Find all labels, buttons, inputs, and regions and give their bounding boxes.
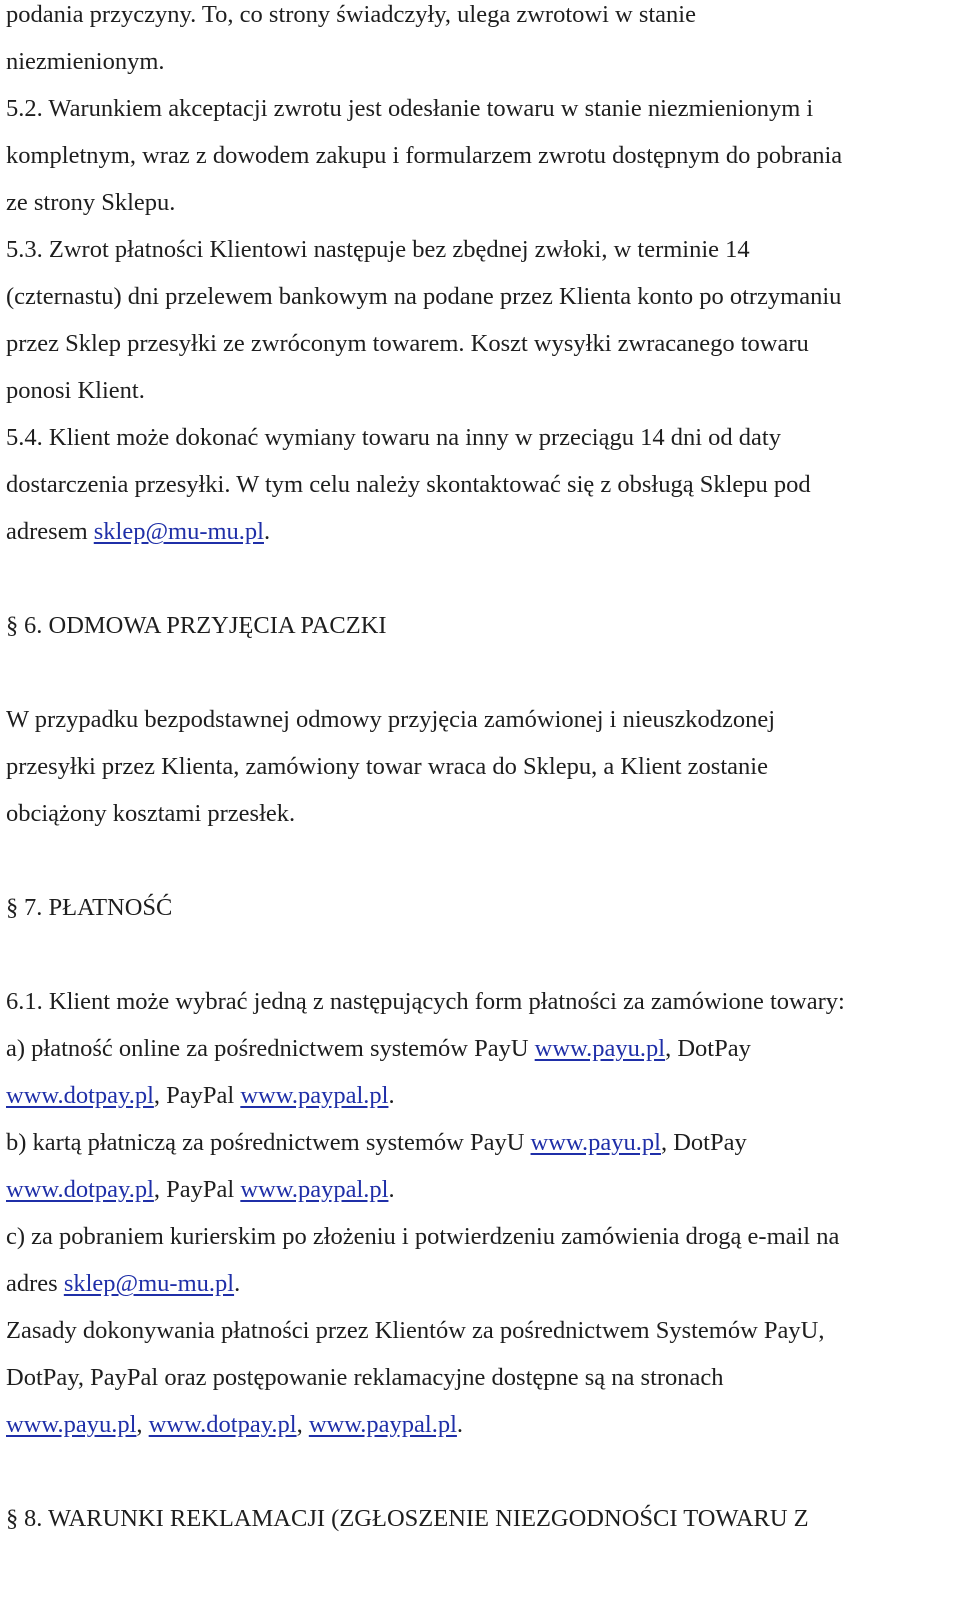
- payment-option-c-line: [6, 1260, 946, 1307]
- text-line: niezmienionym.: [6, 48, 165, 75]
- text-fragment: .: [263, 518, 271, 545]
- paypal-link[interactable]: www.paypal.pl: [240, 1176, 389, 1203]
- section-6-text-line: przesyłki przez Klienta, zamówiony towar wraca do Sklepu, a Klient zostanie: [6, 753, 768, 780]
- spacer: [6, 1448, 946, 1495]
- paragraph-5-4-line: dostarczenia przesyłki. W tym celu należy skontaktować się z obsługą Sklepu pod: [6, 471, 811, 498]
- section-7-heading: [6, 884, 946, 931]
- paragraph-5-4-line: [6, 508, 946, 555]
- section-6-text-line: obciążony kosztami przesłek.: [6, 800, 296, 827]
- section-symbol: §: [6, 894, 19, 921]
- text-fragment: , DotPay: [665, 1035, 751, 1062]
- spacer: [6, 931, 946, 978]
- paypal-link[interactable]: www.paypal.pl: [240, 1082, 389, 1109]
- paragraph-5-3-line: ponosi Klient.: [6, 377, 145, 404]
- payment-rules-line: Zasady dokonywania płatności przez Klientów za pośrednictwem Systemów PayU,: [6, 1317, 825, 1344]
- dotpay-link[interactable]: www.dotpay.pl: [6, 1176, 154, 1203]
- spacer: [6, 649, 946, 696]
- payment-rules-line: [6, 1401, 946, 1448]
- text-fragment: a) płatność online za pośrednictwem systemów PayU: [6, 1035, 535, 1062]
- text-fragment: adresem: [6, 518, 94, 545]
- text-fragment: .: [456, 1411, 464, 1438]
- paragraph-5-2-line: ze strony Sklepu.: [6, 189, 176, 216]
- paragraph-5-3-line: 5.3. Zwrot płatności Klientowi następuje bez zbędnej zwłoki, w terminie 14: [6, 236, 750, 263]
- paragraph-6-1-line: 6.1. Klient może wybrać jedną z następujących form płatności za zamówione towary:: [6, 988, 845, 1015]
- text-fragment: , PayPal: [153, 1082, 241, 1109]
- payment-rules-line: DotPay, PayPal oraz postępowanie reklamacyjne dostępne są na stronach: [6, 1364, 724, 1391]
- dotpay-link[interactable]: www.dotpay.pl: [148, 1411, 297, 1438]
- paragraph-5-2-line: kompletnym, wraz z dowodem zakupu i formularzem zwrotu dostępnym do pobrania: [6, 142, 843, 169]
- section-6-heading: [6, 602, 946, 649]
- spacer: [6, 555, 946, 602]
- section-symbol: §: [6, 1505, 19, 1532]
- text-line: podania przyczyny. To, co strony świadczyły, ulega zwrotowi w stanie: [6, 1, 696, 28]
- paypal-link[interactable]: www.paypal.pl: [308, 1411, 457, 1438]
- text-fragment: , DotPay: [660, 1129, 747, 1156]
- text-fragment: ,: [296, 1411, 309, 1438]
- text-fragment: .: [388, 1082, 395, 1109]
- payment-option-a-line: [6, 1025, 946, 1072]
- text-fragment: .: [234, 1270, 241, 1297]
- payu-link[interactable]: www.payu.pl: [6, 1411, 137, 1438]
- section-symbol: §: [6, 612, 19, 639]
- text-fragment: .: [388, 1176, 395, 1203]
- email-link[interactable]: sklep@mu-mu.pl: [63, 1270, 235, 1297]
- dotpay-link[interactable]: www.dotpay.pl: [6, 1082, 154, 1109]
- section-8-heading: [6, 1495, 946, 1542]
- section-6-text-line: W przypadku bezpodstawnej odmowy przyjęcia zamówionej i nieuszkodzonej: [6, 706, 776, 733]
- paragraph-5-2-line: 5.2. Warunkiem akceptacji zwrotu jest odesłanie towaru w stanie niezmienionym i: [6, 95, 814, 122]
- text-fragment: b) kartą płatniczą za pośrednictwem systemów PayU: [6, 1129, 531, 1156]
- section-title: 8. WARUNKI REKLAMACJI (ZGŁOSZENIE NIEZGODNOŚCI TOWARU Z: [24, 1505, 809, 1532]
- paragraph-5-4-line: 5.4. Klient może dokonać wymiany towaru na inny w przeciągu 14 dni od daty: [6, 424, 781, 451]
- payu-link[interactable]: www.payu.pl: [534, 1035, 666, 1062]
- email-link[interactable]: sklep@mu-mu.pl: [93, 518, 264, 545]
- payment-option-b-line: [6, 1166, 946, 1213]
- section-title: 6. ODMOWA PRZYJĘCIA PACZKI: [24, 612, 387, 639]
- spacer: [6, 837, 946, 884]
- document-page: [6, 0, 946, 1542]
- paragraph-5-3-line: przez Sklep przesyłki ze zwróconym towarem. Koszt wysyłki zwracanego towaru: [6, 330, 809, 357]
- payment-option-a-line: [6, 1072, 946, 1119]
- section-title: 7. PŁATNOŚĆ: [24, 894, 173, 921]
- payment-option-c-line: c) za pobraniem kurierskim po złożeniu i potwierdzeniu zamówienia drogą e-mail na: [6, 1223, 840, 1250]
- text-fragment: ,: [136, 1411, 149, 1438]
- text-fragment: adres: [6, 1270, 64, 1297]
- text-fragment: , PayPal: [153, 1176, 241, 1203]
- payu-link[interactable]: www.payu.pl: [530, 1129, 661, 1156]
- payment-option-b-line: [6, 1119, 946, 1166]
- paragraph-5-3-line: (czternastu) dni przelewem bankowym na podane przez Klienta konto po otrzymaniu: [6, 283, 842, 310]
